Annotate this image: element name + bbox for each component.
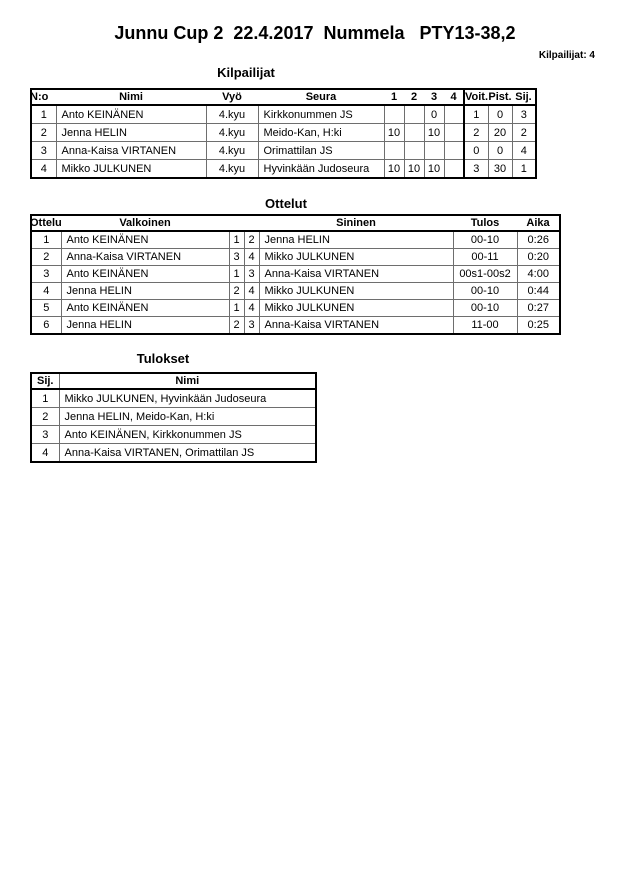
- col-header-4: 4: [450, 91, 457, 103]
- cell-score-2: 10: [404, 160, 424, 179]
- cell-time: 0:25: [517, 317, 560, 335]
- col-header-blue-no: [244, 215, 259, 231]
- cell-white-no: 2: [229, 317, 244, 335]
- cell-seura: Meido-Kan, H:ki: [258, 124, 384, 142]
- col-header-sij: Sij.: [31, 373, 59, 389]
- cell-score-1: [384, 105, 404, 124]
- cell-seura: Orimattilan JS: [258, 142, 384, 160]
- cell-blue-name: Mikko JULKUNEN: [259, 300, 453, 317]
- cell-nimi: Mikko JULKUNEN: [56, 160, 206, 179]
- cell-seura: Kirkkonummen JS: [258, 105, 384, 124]
- ottelut-header-row: [31, 215, 560, 231]
- cell-white-name: Anto KEINÄNEN: [61, 231, 229, 249]
- cell-result: 00-10: [453, 283, 517, 300]
- cell-time: 4:00: [517, 266, 560, 283]
- cell-score-3: 10: [424, 160, 444, 179]
- cell-sij: 3: [512, 105, 536, 124]
- table-row: [31, 389, 316, 408]
- cell-nimi: Anna-Kaisa VIRTANEN: [56, 142, 206, 160]
- cell-white-name: Jenna HELIN: [61, 317, 229, 335]
- col-header-aika: Aika: [526, 217, 550, 229]
- cell-sij: 2: [512, 124, 536, 142]
- table-row: [31, 105, 536, 124]
- cell-vyo: 4.kyu: [206, 105, 258, 124]
- page-title: Junnu Cup 2 22.4.2017 Nummela PTY13-38,2: [114, 23, 516, 43]
- cell-vyo: 4.kyu: [206, 160, 258, 179]
- col-header-sininen: Sininen: [336, 217, 376, 229]
- cell-voit: 0: [464, 142, 488, 160]
- cell-blue-no: 4: [244, 283, 259, 300]
- cell-white-no: 1: [229, 231, 244, 249]
- cell-match-no: 2: [31, 249, 61, 266]
- cell-score-2: [404, 124, 424, 142]
- cell-score-1: 10: [384, 124, 404, 142]
- cell-nimi: Anto KEINÄNEN: [56, 105, 206, 124]
- cell-pist: 20: [488, 124, 512, 142]
- kilpailijat-heading: Kilpailijat: [217, 65, 275, 80]
- col-header-voit: Voit.: [465, 91, 489, 103]
- cell-vyo: 4.kyu: [206, 124, 258, 142]
- cell-result: 11-00: [453, 317, 517, 335]
- table-row: [31, 317, 560, 335]
- cell-nimi: Jenna HELIN: [56, 124, 206, 142]
- cell-sij: 1: [512, 160, 536, 179]
- table-row: [31, 142, 536, 160]
- cell-name-club: Anna-Kaisa VIRTANEN, Orimattilan JS: [59, 444, 316, 463]
- cell-pist: 30: [488, 160, 512, 179]
- cell-match-no: 6: [31, 317, 61, 335]
- col-header-pist: Pist.: [488, 91, 512, 103]
- cell-blue-name: Mikko JULKUNEN: [259, 283, 453, 300]
- cell-rank: 2: [31, 408, 59, 426]
- cell-blue-name: Anna-Kaisa VIRTANEN: [259, 266, 453, 283]
- col-header-sij: Sij.: [515, 91, 532, 103]
- cell-blue-no: 4: [244, 300, 259, 317]
- cell-blue-no: 4: [244, 249, 259, 266]
- cell-score-4: [444, 105, 464, 124]
- cell-voit: 1: [464, 105, 488, 124]
- col-header-1: 1: [390, 91, 398, 103]
- cell-score-2: [404, 105, 424, 124]
- cell-time: 0:27: [517, 300, 560, 317]
- cell-score-1: [384, 142, 404, 160]
- table-row: [31, 300, 560, 317]
- col-header-2: 2: [410, 91, 418, 103]
- cell-score-4: [444, 124, 464, 142]
- col-header-seura: Seura: [305, 91, 337, 103]
- tulokset-table: [30, 372, 317, 463]
- kilpailijat-table: [30, 88, 537, 179]
- cell-result: 00-11: [453, 249, 517, 266]
- cell-no: 4: [31, 160, 56, 179]
- col-header-valkoinen: Valkoinen: [119, 217, 171, 229]
- cell-white-no: 1: [229, 300, 244, 317]
- table-row: [31, 426, 316, 444]
- cell-voit: 2: [464, 124, 488, 142]
- cell-white-no: 2: [229, 283, 244, 300]
- cell-seura: Hyvinkään Judoseura: [258, 160, 384, 179]
- cell-blue-name: Anna-Kaisa VIRTANEN: [259, 317, 453, 335]
- cell-white-name: Jenna HELIN: [61, 283, 229, 300]
- table-row: [31, 444, 316, 463]
- competitors-count: Kilpailijat: 4: [538, 50, 595, 61]
- cell-sij: 4: [512, 142, 536, 160]
- table-row: [31, 283, 560, 300]
- cell-score-4: [444, 160, 464, 179]
- cell-time: 0:20: [517, 249, 560, 266]
- col-header-3: 3: [430, 91, 438, 103]
- table-row: [31, 408, 316, 426]
- col-header-vyo: Vyö: [222, 91, 242, 103]
- cell-blue-no: 3: [244, 266, 259, 283]
- ottelut-heading: Ottelut: [265, 196, 307, 211]
- cell-blue-no: 2: [244, 231, 259, 249]
- col-header-white-no: [229, 215, 244, 231]
- cell-score-1: 10: [384, 160, 404, 179]
- cell-name-club: Anto KEINÄNEN, Kirkkonummen JS: [59, 426, 316, 444]
- cell-match-no: 5: [31, 300, 61, 317]
- kilpailijat-header-row: [31, 89, 536, 105]
- col-header-no: N:o: [30, 91, 49, 103]
- table-row: [31, 160, 536, 179]
- cell-no: 1: [31, 105, 56, 124]
- cell-name-club: Jenna HELIN, Meido-Kan, H:ki: [59, 408, 316, 426]
- cell-white-name: Anto KEINÄNEN: [61, 266, 229, 283]
- cell-white-no: 3: [229, 249, 244, 266]
- tulokset-header-row: [31, 373, 316, 389]
- cell-rank: 4: [31, 444, 59, 463]
- cell-pist: 0: [488, 105, 512, 124]
- cell-blue-name: Jenna HELIN: [259, 231, 453, 249]
- table-row: [31, 249, 560, 266]
- ottelut-table: [30, 214, 561, 335]
- cell-score-2: [404, 142, 424, 160]
- cell-result: 00-10: [453, 231, 517, 249]
- cell-match-no: 1: [31, 231, 61, 249]
- cell-white-name: Anto KEINÄNEN: [61, 300, 229, 317]
- table-row: [31, 266, 560, 283]
- cell-rank: 1: [31, 389, 59, 408]
- cell-score-3: 0: [424, 105, 444, 124]
- cell-blue-name: Mikko JULKUNEN: [259, 249, 453, 266]
- col-header-ottelu: Ottelu: [30, 217, 62, 229]
- cell-no: 2: [31, 124, 56, 142]
- cell-blue-no: 3: [244, 317, 259, 335]
- cell-white-no: 1: [229, 266, 244, 283]
- cell-name-club: Mikko JULKUNEN, Hyvinkään Judoseura: [59, 389, 316, 408]
- cell-score-3: 10: [424, 124, 444, 142]
- cell-match-no: 4: [31, 283, 61, 300]
- cell-time: 0:26: [517, 231, 560, 249]
- cell-result: 00-10: [453, 300, 517, 317]
- cell-no: 3: [31, 142, 56, 160]
- col-header-nimi: Nimi: [59, 373, 316, 389]
- cell-pist: 0: [488, 142, 512, 160]
- cell-time: 0:44: [517, 283, 560, 300]
- table-row: [31, 124, 536, 142]
- col-header-tulos: Tulos: [470, 217, 500, 229]
- table-row: [31, 231, 560, 249]
- col-header-nimi: Nimi: [119, 91, 143, 103]
- tulokset-heading: Tulokset: [136, 351, 190, 366]
- cell-result: 00s1-00s2: [453, 266, 517, 283]
- cell-white-name: Anna-Kaisa VIRTANEN: [61, 249, 229, 266]
- cell-match-no: 3: [31, 266, 61, 283]
- cell-vyo: 4.kyu: [206, 142, 258, 160]
- cell-voit: 3: [464, 160, 488, 179]
- cell-rank: 3: [31, 426, 59, 444]
- cell-score-4: [444, 142, 464, 160]
- cell-score-3: [424, 142, 444, 160]
